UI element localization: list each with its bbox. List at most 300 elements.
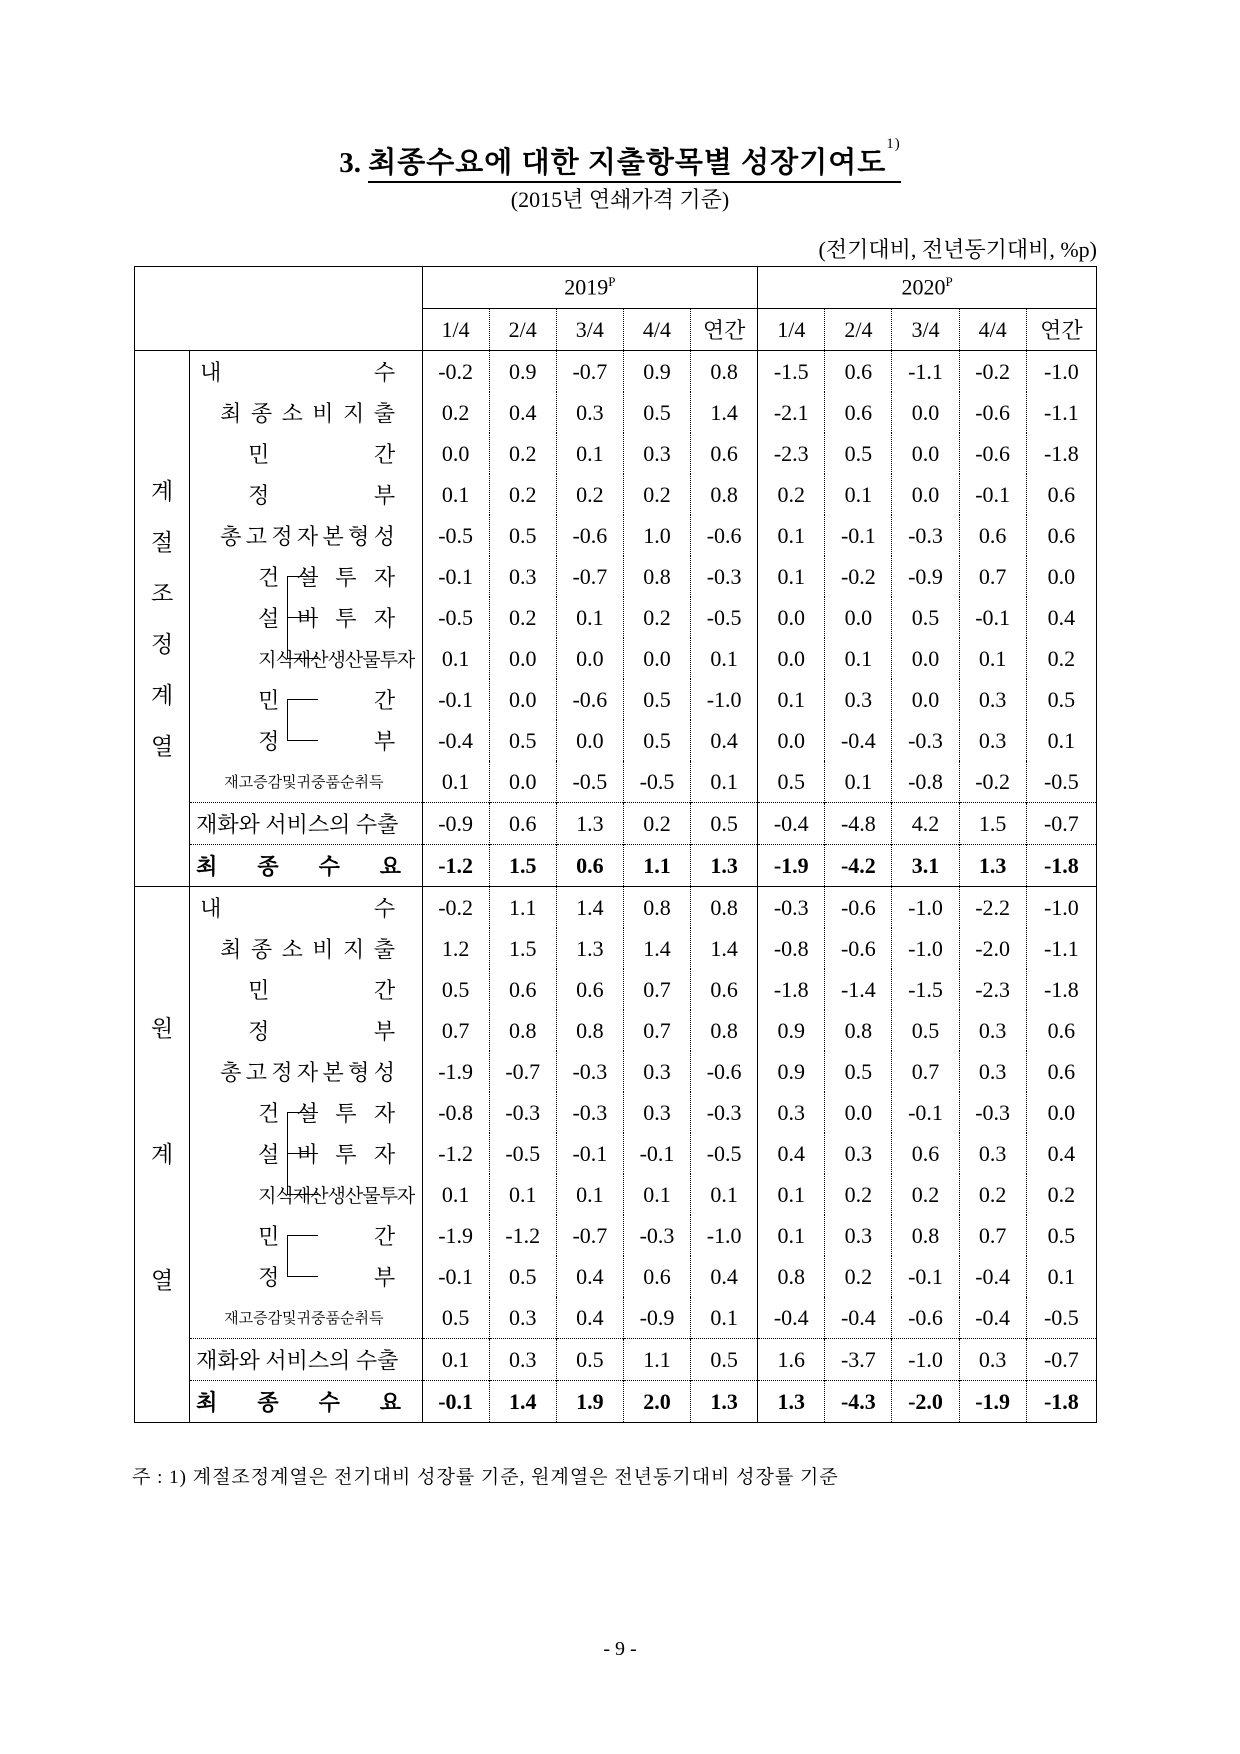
page-number: - 9 - [603,1638,637,1660]
table-row [135,1051,1097,1092]
value-cell: 0.4 [758,1133,825,1174]
period-header: 1/4 [422,309,489,351]
row-label [190,1051,422,1092]
value-cell: 0.1 [691,761,758,803]
value-cell: -0.7 [1026,1339,1096,1381]
value-cell: -0.4 [422,720,489,761]
value-cell: -0.3 [758,887,825,929]
label-char: 자 [296,524,319,549]
label-char: 소 [281,401,303,426]
value-cell: 0.1 [556,597,623,638]
row-label [190,1174,422,1215]
value-cell: 0.0 [758,720,825,761]
value-cell: 0.3 [489,556,556,597]
value-cell: -0.6 [892,1297,959,1339]
value-cell: -4.2 [825,845,892,887]
footnote: 주 : 1) 계절조정계열은 전기대비 성장률 기준, 원계열은 전년동기대비 성장률 기준 [132,1467,839,1488]
label-char: 종 [250,401,273,426]
label-char: 수 [318,854,340,879]
label-char: 정 [248,483,270,508]
label-char: 지 [343,401,365,426]
row-label [190,845,422,887]
value-cell: -0.2 [422,887,489,929]
value-cell: 0.0 [556,720,623,761]
value-cell: 0.5 [691,803,758,845]
table-row [135,1174,1097,1215]
value-cell: -0.1 [892,1092,959,1133]
value-cell: 0.0 [892,392,959,433]
section-label-char: 계 [150,478,174,504]
value-cell: 0.3 [825,1215,892,1256]
value-cell: 0.5 [556,1339,623,1381]
label-char: 형 [348,524,370,549]
value-cell: 0.0 [623,638,690,679]
value-cell: 1.1 [623,845,690,887]
value-cell: 0.1 [758,679,825,720]
table-row [135,720,1097,761]
value-cell: -0.8 [422,1092,489,1133]
value-cell: 0.1 [1026,1256,1096,1297]
value-cell: 0.3 [959,1051,1026,1092]
value-cell: -1.9 [422,1051,489,1092]
value-cell: 3.1 [892,845,959,887]
value-cell: 0.2 [623,597,690,638]
title-main-text: 최종수요에 대한 지출항목별 성장기여도 [368,147,887,179]
bracket-line [287,597,318,638]
label-char: 설 [258,606,280,631]
row-label-text [190,974,395,1005]
value-cell: -0.3 [892,515,959,556]
row-label [190,556,422,597]
value-cell: 0.0 [892,474,959,515]
label-char: 종 [257,1390,279,1415]
label-char: 성 [373,524,396,549]
table-row [135,1133,1097,1174]
row-label [190,761,422,803]
value-cell: 0.1 [758,515,825,556]
value-cell: 0.1 [1026,720,1096,761]
label-char: 자 [373,1101,396,1126]
value-cell: -1.1 [892,351,959,393]
value-cell: -2.3 [758,433,825,474]
value-cell: -0.1 [959,597,1026,638]
value-cell: 0.0 [489,638,556,679]
value-cell: 0.1 [422,638,489,679]
value-cell: -0.3 [556,1092,623,1133]
value-cell: 0.7 [623,969,690,1010]
value-cell: 0.0 [825,1092,892,1133]
value-cell: 0.0 [422,433,489,474]
value-cell: -2.0 [892,1381,959,1423]
label-char: 최 [220,401,242,426]
value-cell: 0.5 [825,433,892,474]
value-cell: 0.1 [422,474,489,515]
bracket-line [287,1174,318,1195]
row-label-text: 재고증감및귀중품순취득 [224,775,384,791]
year-2019: 2019 [564,274,609,300]
value-cell: 0.6 [556,845,623,887]
row-label-text [190,1015,395,1046]
row-label [190,515,422,556]
value-cell: 0.3 [489,1297,556,1339]
value-cell: -0.2 [959,761,1026,803]
value-cell: 0.1 [556,433,623,474]
value-cell: -1.0 [892,887,959,929]
label-char: 투 [335,1142,357,1167]
value-cell: -0.1 [892,1256,959,1297]
value-cell: 0.0 [892,679,959,720]
label-char: 정 [248,1019,270,1044]
value-cell: -0.3 [556,1051,623,1092]
label-char: 정 [258,729,280,754]
row-label [190,1381,422,1423]
value-cell: 0.2 [422,392,489,433]
label-char: 투 [335,1101,357,1126]
row-label-text [190,1386,401,1417]
table-row [135,969,1097,1010]
section-label-char: 열 [150,1268,174,1293]
value-cell: -0.1 [422,1256,489,1297]
value-cell: -0.2 [825,556,892,597]
value-cell: 0.6 [825,351,892,393]
value-cell: 0.6 [1026,515,1096,556]
value-cell: 1.0 [623,515,690,556]
value-cell: 0.5 [691,1339,758,1381]
row-label [190,597,422,638]
value-cell: 0.0 [489,679,556,720]
value-cell: -2.2 [959,887,1026,929]
value-cell: -0.2 [959,351,1026,393]
table-row [135,433,1097,474]
label-char: 비 [296,606,318,631]
value-cell: 0.4 [489,392,556,433]
period-header: 연간 [691,309,758,351]
value-cell: -0.7 [556,351,623,393]
value-cell: 0.2 [489,433,556,474]
value-cell: 0.1 [825,638,892,679]
value-cell: 1.4 [489,1381,556,1423]
value-cell: 0.8 [556,1010,623,1051]
label-char: 투 [335,606,357,631]
value-cell: -0.2 [422,351,489,393]
value-cell: 0.5 [758,761,825,803]
value-cell: -0.6 [825,928,892,969]
value-cell: 0.0 [758,638,825,679]
label-char: 형 [348,1060,370,1085]
period-header: 4/4 [959,309,1026,351]
label-char: 설 [296,565,318,590]
value-cell: -1.8 [1026,845,1096,887]
value-cell: 0.3 [556,392,623,433]
value-cell: -0.7 [556,556,623,597]
row-label [190,638,422,679]
value-cell: 0.2 [758,474,825,515]
value-cell: 0.5 [892,1010,959,1051]
label-char: 최 [196,854,218,879]
period-header: 2/4 [489,309,556,351]
label-char: 정 [271,1060,293,1085]
value-cell: -1.0 [1026,351,1096,393]
label-char: 민 [258,688,280,713]
label-char: 설 [296,1101,318,1126]
value-cell: 2.0 [623,1381,690,1423]
year-2020: 2020 [901,274,946,300]
title-number: 3. [339,147,361,179]
row-label [190,803,422,845]
table-row [135,638,1097,679]
value-cell: 0.5 [1026,679,1096,720]
value-cell: 1.4 [623,928,690,969]
value-cell: -0.1 [422,556,489,597]
value-cell: 0.8 [623,887,690,929]
value-cell: -4.3 [825,1381,892,1423]
value-cell: 0.8 [691,1010,758,1051]
value-cell: -0.3 [623,1215,690,1256]
value-cell: -0.7 [1026,803,1096,845]
value-cell: 0.5 [489,515,556,556]
value-cell: 1.5 [489,928,556,969]
value-cell: -0.1 [422,1381,489,1423]
table-row [135,392,1097,433]
label-char: 출 [373,937,396,962]
value-cell: 0.1 [691,1174,758,1215]
value-cell: -0.1 [623,1133,690,1174]
value-cell: 0.6 [892,1133,959,1174]
period-header: 3/4 [556,309,623,351]
table-row [135,887,1097,929]
row-label [190,887,422,929]
unit-label: (전기대비, 전년동기대비, %p) [818,237,1097,262]
label-char: 종 [257,854,279,879]
value-cell: -1.4 [825,969,892,1010]
section-label-char: 계 [150,682,174,708]
document-title [0,136,1240,181]
label-char: 간 [373,978,396,1003]
label-char: 고 [245,524,267,549]
value-cell: 0.6 [556,969,623,1010]
value-cell: 0.4 [1026,597,1096,638]
row-label-text [190,850,401,881]
value-cell: 0.6 [1026,1051,1096,1092]
value-cell: 4.2 [892,803,959,845]
value-cell: 0.2 [623,474,690,515]
value-cell: -0.6 [691,1051,758,1092]
value-cell: 0.3 [825,679,892,720]
value-cell: -0.6 [825,887,892,929]
value-cell: -0.3 [691,556,758,597]
value-cell: 0.0 [489,761,556,803]
label-char: 간 [373,442,396,467]
value-cell: 0.5 [623,679,690,720]
value-cell: -1.8 [1026,1381,1096,1423]
value-cell: 0.6 [1026,474,1096,515]
row-label [190,928,422,969]
value-cell: 0.1 [758,1174,825,1215]
period-header: 2/4 [825,309,892,351]
value-cell: 0.6 [623,1256,690,1297]
value-cell: 0.9 [758,1010,825,1051]
value-cell: 0.2 [825,1256,892,1297]
value-cell: -2.3 [959,969,1026,1010]
table-row [135,1010,1097,1051]
value-cell: -0.1 [422,679,489,720]
value-cell: 0.6 [691,969,758,1010]
label-char: 총 [220,524,242,549]
label-char: 소 [281,937,303,962]
table-row [135,474,1097,515]
value-cell: -0.4 [758,1297,825,1339]
period-header: 4/4 [623,309,690,351]
label-char: 간 [373,1224,396,1249]
table-row [135,1339,1097,1381]
value-cell: 0.3 [623,1051,690,1092]
value-cell: -0.9 [892,556,959,597]
value-cell: 0.0 [1026,1092,1096,1133]
value-cell: 0.2 [489,597,556,638]
value-cell: -1.9 [959,1381,1026,1423]
value-cell: -0.6 [959,433,1026,474]
value-cell: 0.3 [623,1092,690,1133]
value-cell: 1.4 [691,928,758,969]
label-char: 정 [271,524,293,549]
row-label [190,1010,422,1051]
value-cell: -1.8 [758,969,825,1010]
row-label-text [190,356,395,387]
value-cell: -1.0 [892,1339,959,1381]
label-char: 부 [373,1265,396,1290]
label-char: 간 [373,688,396,713]
value-cell: 0.8 [623,556,690,597]
table-row [135,1381,1097,1423]
value-cell: -1.0 [691,1215,758,1256]
value-cell: 0.8 [691,351,758,393]
row-label [190,392,422,433]
value-cell: 1.1 [489,887,556,929]
value-cell: 0.3 [959,1010,1026,1051]
value-cell: 0.1 [422,761,489,803]
table-row [135,928,1097,969]
value-cell: -0.7 [489,1051,556,1092]
value-cell: 0.6 [959,515,1026,556]
value-cell: 0.3 [623,433,690,474]
value-cell: 0.1 [691,1297,758,1339]
label-char: 내 [200,896,222,921]
label-char: 본 [322,524,344,549]
row-label [190,351,422,393]
value-cell: -0.4 [959,1256,1026,1297]
row-label [190,1215,422,1256]
value-cell: 0.7 [892,1051,959,1092]
row-label-text [190,933,395,964]
value-cell: 0.8 [691,474,758,515]
label-char: 총 [220,1060,242,1085]
label-char: 최 [196,1390,218,1415]
value-cell: -0.4 [825,1297,892,1339]
table-row [135,351,1097,393]
table-row [135,597,1097,638]
growth-contribution-table [134,266,1097,1423]
value-cell: -2.0 [959,928,1026,969]
value-cell: -0.1 [556,1133,623,1174]
value-cell: 0.1 [959,638,1026,679]
label-char: 내 [200,360,222,385]
row-label-text [190,479,395,510]
bracket-line [287,638,318,659]
row-label-text: 지식재산생산물투자 [258,1186,415,1207]
value-cell: -1.9 [422,1215,489,1256]
value-cell: 0.5 [1026,1215,1096,1256]
label-char: 정 [258,1265,280,1290]
value-cell: 0.3 [825,1133,892,1174]
row-label [190,474,422,515]
section-label [135,351,190,887]
period-header: 3/4 [892,309,959,351]
value-cell: -3.7 [825,1339,892,1381]
value-cell: 0.2 [825,1174,892,1215]
row-label-text: 재고증감및귀중품순취득 [224,1311,384,1327]
value-cell: 0.0 [825,597,892,638]
section-label-char: 조 [150,580,174,606]
value-cell: -1.8 [1026,969,1096,1010]
label-char: 수 [373,896,396,921]
value-cell: -2.1 [758,392,825,433]
value-cell: -1.1 [1026,928,1096,969]
prelim-mark-2020: P [945,274,953,290]
section-label [135,887,190,1423]
value-cell: 1.2 [422,928,489,969]
value-cell: 0.2 [1026,1174,1096,1215]
header-row-years [135,267,1097,309]
row-label [190,433,422,474]
value-cell: -0.5 [623,761,690,803]
value-cell: 0.5 [892,597,959,638]
table-row [135,556,1097,597]
section-label-char: 계 [150,1142,174,1167]
value-cell: 0.5 [623,720,690,761]
value-cell: 0.9 [623,351,690,393]
row-label [190,1297,422,1339]
table-body [135,351,1097,1423]
value-cell: 1.3 [556,928,623,969]
value-cell: -0.5 [556,761,623,803]
value-cell: 1.5 [959,803,1026,845]
value-cell: -0.6 [556,679,623,720]
label-char: 부 [373,483,396,508]
value-cell: -0.3 [959,1092,1026,1133]
value-cell: 0.1 [691,638,758,679]
label-char: 민 [258,1224,280,1249]
section-label-char: 정 [150,631,174,657]
row-label-text: 지식재산생산물투자 [258,650,415,671]
bracket-line [287,720,318,741]
value-cell: 0.2 [892,1174,959,1215]
label-char: 부 [373,1019,396,1044]
label-char: 출 [373,401,396,426]
value-cell: -0.4 [758,803,825,845]
value-cell: 0.0 [1026,556,1096,597]
label-char: 자 [373,565,396,590]
label-char: 민 [248,442,270,467]
value-cell: -1.0 [691,679,758,720]
value-cell: 0.5 [489,720,556,761]
value-cell: -0.1 [959,474,1026,515]
bracket-line [287,1112,318,1134]
label-char: 본 [322,1060,344,1085]
row-label [190,1339,422,1381]
section-label-char: 원 [150,1016,174,1041]
value-cell: -0.5 [422,515,489,556]
value-cell: 0.4 [556,1256,623,1297]
